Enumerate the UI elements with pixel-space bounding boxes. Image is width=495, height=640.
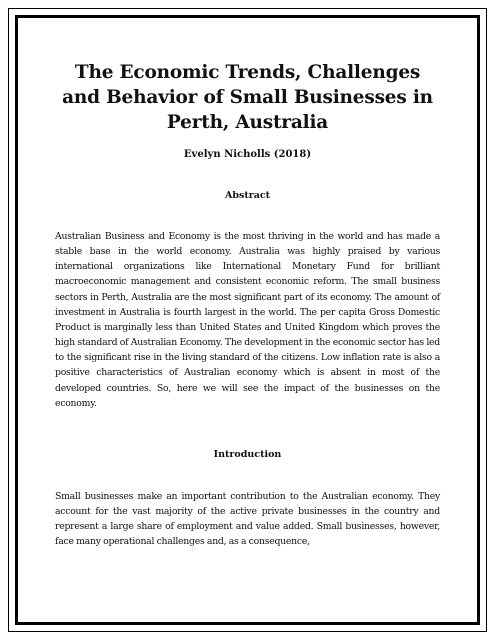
- document-author: Evelyn Nicholls (2018): [183, 149, 312, 160]
- introduction-paragraph: Small businesses make an important contribution to the Australian economy. They account for the vast majority of the active private businesses in the country and represent a large share of employment and value added. Small businesses, however, face many operational challenges and, as a consequence,: [55, 490, 440, 548]
- abstract-heading: Abstract: [224, 190, 271, 201]
- abstract-paragraph: Australian Business and Economy is the most thriving in the world and has made a stable base in the world economy. Australia was highly praised by various international organizations like International Monetary Fund for brilliant macroeconomic management and consistent economic reform. The small business sectors in Perth, Australia are the most significant part of its economy. The amount of investment in Australia is fourth largest in the world. The per capita Gross Domestic Product is marginally less than United States and United Kingdom which proves the high standard of Australian Economy. The development in the economic sector has led to the significant rise in the living standard of the citizens. Low inflation rate is also a positive characteristics of Australian economy which is absent in most of the developed countries. So, here we will see the impact of the businesses on the economy.: [55, 231, 440, 409]
- introduction-heading: Introduction: [213, 448, 282, 460]
- document-title: The Economic Trends, Challenges and Behavior of Small Businesses in Perth, Australia: [62, 62, 433, 133]
- document-page: [55, 60, 440, 550]
